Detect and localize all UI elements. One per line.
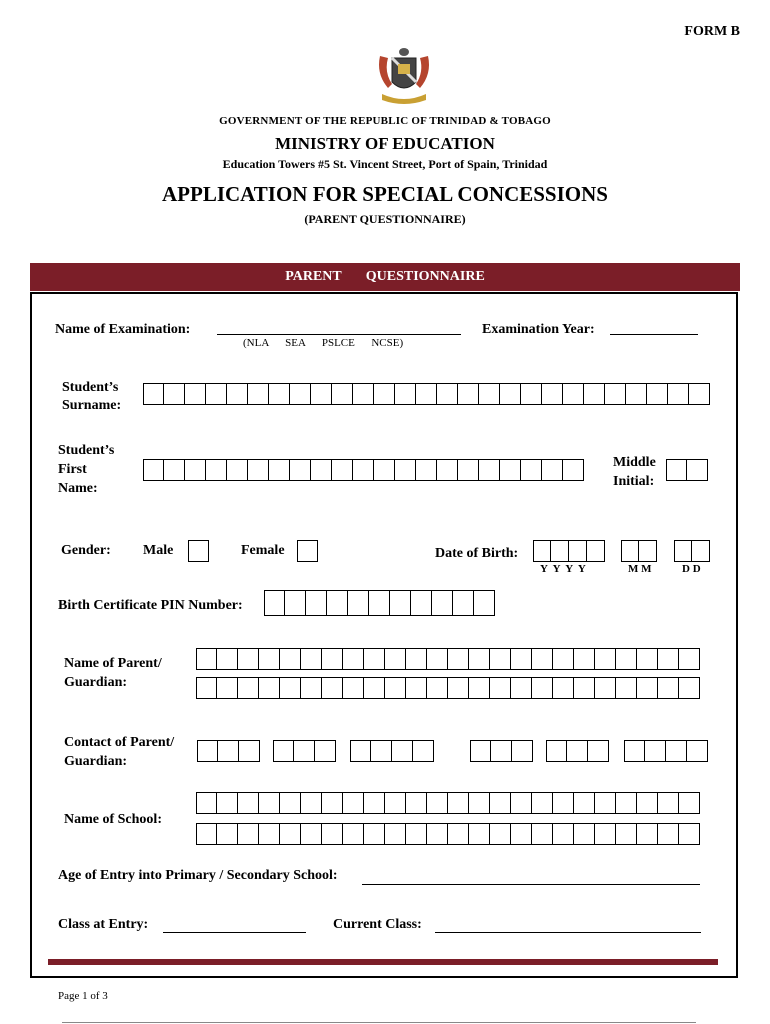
exam-name-input[interactable] <box>217 334 461 335</box>
surname-boxes[interactable] <box>143 383 710 405</box>
banner-word-parent: PARENT <box>285 269 342 284</box>
school-label: Name of School: <box>64 812 162 827</box>
contact-boxes-group3[interactable] <box>350 740 434 762</box>
contact-label-1: Contact of Parent/ <box>64 735 175 750</box>
pin-label: Birth Certificate PIN Number: <box>58 598 243 613</box>
age-entry-label: Age of Entry into Primary / Secondary School: <box>58 868 338 883</box>
contact-boxes-group5[interactable] <box>546 740 609 762</box>
footer-bar <box>48 959 718 965</box>
exam-options: (NLA SEA PSLCE NCSE) <box>243 337 404 349</box>
government-heading: GOVERNMENT OF THE REPUBLIC OF TRINIDAD & TOBAGO <box>219 115 551 127</box>
ministry-address: Education Towers #5 St. Vincent Street, Port of Spain, Trinidad <box>222 157 548 171</box>
class-entry-input[interactable] <box>163 932 306 933</box>
current-class-input[interactable] <box>435 932 701 933</box>
dob-month-boxes[interactable] <box>621 540 657 562</box>
dob-day-hint: D D <box>682 563 701 575</box>
exam-year-input[interactable] <box>610 334 698 335</box>
section-banner <box>30 263 740 291</box>
ministry-heading: MINISTRY OF EDUCATION <box>275 134 495 153</box>
parent-name-label-2: Guardian: <box>64 675 128 690</box>
dob-label: Date of Birth: <box>435 546 519 561</box>
middle-initial-label-2: Initial: <box>613 474 655 489</box>
school-boxes-row2[interactable] <box>196 823 700 845</box>
application-title: APPLICATION FOR SPECIAL CONCESSIONS <box>162 182 608 206</box>
contact-boxes-group6[interactable] <box>624 740 708 762</box>
exam-name-label: Name of Examination: <box>55 322 191 337</box>
surname-label-2: Surname: <box>62 398 122 413</box>
first-name-boxes[interactable] <box>143 459 584 481</box>
pin-boxes[interactable] <box>264 590 495 616</box>
female-label: Female <box>241 543 285 558</box>
parent-name-label-1: Name of Parent/ <box>64 656 162 671</box>
dob-day-boxes[interactable] <box>674 540 710 562</box>
banner-word-questionnaire: QUESTIONNAIRE <box>365 269 485 284</box>
middle-initial-label-1: Middle <box>613 455 656 470</box>
current-class-label: Current Class: <box>333 917 422 932</box>
page-number: Page 1 of 3 <box>58 990 108 1002</box>
contact-boxes-group2[interactable] <box>273 740 336 762</box>
exam-year-label: Examination Year: <box>482 322 595 337</box>
male-label: Male <box>143 543 174 558</box>
coat-of-arms-icon <box>372 44 436 106</box>
application-subtitle: (PARENT QUESTIONNAIRE) <box>304 212 466 226</box>
bottom-rule <box>62 1022 696 1023</box>
contact-boxes-group4[interactable] <box>470 740 533 762</box>
dob-year-boxes[interactable] <box>533 540 605 562</box>
surname-label-1: Student’s <box>62 380 119 395</box>
age-entry-input[interactable] <box>362 884 700 885</box>
first-name-label-2: First <box>58 462 87 477</box>
male-checkbox[interactable] <box>188 540 209 562</box>
class-entry-label: Class at Entry: <box>58 917 149 932</box>
contact-label-2: Guardian: <box>64 754 128 769</box>
middle-initial-boxes[interactable] <box>666 459 708 481</box>
parent-name-boxes-row1[interactable] <box>196 648 700 670</box>
contact-boxes-group1[interactable] <box>197 740 260 762</box>
dob-month-hint: M M <box>628 563 652 575</box>
gender-label: Gender: <box>61 543 111 558</box>
parent-name-boxes-row2[interactable] <box>196 677 700 699</box>
form-label: FORM B <box>684 24 740 39</box>
school-boxes-row1[interactable] <box>196 792 700 814</box>
dob-year-hint: Y Y Y Y <box>540 563 586 575</box>
first-name-label-3: Name: <box>58 481 98 496</box>
female-checkbox[interactable] <box>297 540 318 562</box>
first-name-label-1: Student’s <box>58 443 115 458</box>
